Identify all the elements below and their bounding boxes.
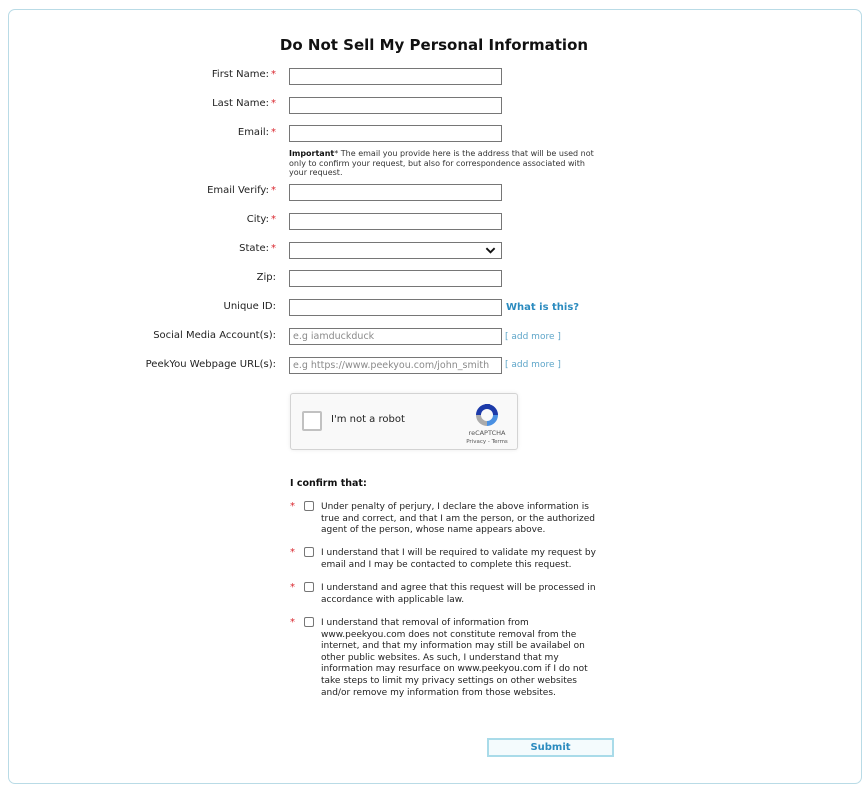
last-name-field[interactable] <box>289 97 502 114</box>
last-name-label: Last Name: * <box>212 98 276 109</box>
city-label: City: * <box>246 214 276 225</box>
email-field[interactable] <box>289 125 502 142</box>
social-label: Social Media Account(s): <box>153 330 276 341</box>
zip-field[interactable] <box>289 270 502 287</box>
confirm-checkbox-3[interactable] <box>304 582 314 592</box>
unique-id-label: Unique ID: <box>223 301 276 312</box>
email-verify-field[interactable] <box>289 184 502 201</box>
recaptcha-widget <box>290 393 518 450</box>
required-marker: * <box>271 243 276 254</box>
first-name-label: First Name: * <box>211 69 276 80</box>
what-is-this-link[interactable]: What is this? <box>506 302 580 313</box>
confirm-checkbox-1[interactable] <box>304 501 314 511</box>
required-marker: * <box>290 547 295 558</box>
recaptcha-brand: reCAPTCHA <box>468 429 506 437</box>
confirm-text-2: I understand that I will be required to validate my request by email and I may be contacted to complete this request. <box>321 548 596 570</box>
email-note-bold: Important <box>289 149 335 158</box>
confirm-checkbox-2[interactable] <box>304 547 314 557</box>
recaptcha-links: Privacy - Terms <box>466 439 508 445</box>
required-marker: * <box>290 582 295 593</box>
required-marker: * <box>271 127 276 138</box>
state-select[interactable] <box>289 242 502 259</box>
recaptcha-icon <box>474 402 500 428</box>
email-label: Email: * <box>237 127 276 138</box>
recaptcha-checkbox[interactable] <box>302 411 322 431</box>
required-marker: * <box>290 501 295 512</box>
required-marker: * <box>271 98 276 109</box>
unique-id-field[interactable] <box>289 299 502 316</box>
social-field[interactable]: e.g iamduckduck <box>289 328 502 345</box>
first-name-field[interactable] <box>289 68 502 85</box>
zip-label: Zip: <box>256 272 276 283</box>
webpage-add-more-link[interactable]: [ add more ] <box>505 360 561 370</box>
confirm-heading: I confirm that: <box>290 478 367 489</box>
webpage-field[interactable]: e.g https://www.peekyou.com/john_smith <box>289 357 502 374</box>
required-marker: * <box>271 214 276 225</box>
confirm-text-3: I understand and agree that this request will be processed in accordance with applicable law. <box>321 583 596 605</box>
social-add-more-link[interactable]: [ add more ] <box>505 332 561 342</box>
required-marker: * <box>271 69 276 80</box>
submit-button[interactable]: Submit <box>487 738 614 757</box>
webpage-label: PeekYou Webpage URL(s): <box>145 359 276 370</box>
recaptcha-label: I'm not a robot <box>331 414 405 425</box>
required-marker: * <box>290 617 295 628</box>
confirm-text-1: Under penalty of perjury, I declare the above information is true and correct, and that I am the person, or the authorized agent of the person, whose name appears above. <box>321 502 595 536</box>
page-title: Do Not Sell My Personal Information <box>279 36 589 54</box>
city-field[interactable] <box>289 213 502 230</box>
chevron-down-icon <box>485 245 496 256</box>
required-marker: * <box>271 185 276 196</box>
state-label: State: * <box>239 243 276 254</box>
email-verify-label: Email Verify: * <box>207 185 276 196</box>
confirm-checkbox-4[interactable] <box>304 617 314 627</box>
email-note <box>289 149 601 178</box>
confirm-text-4: I understand that removal of information from www.peekyou.com does not constitute removal from the internet, and that my information may still be availabel on other public websites. As such, I understand that my information may resurface on www.peekyou.com if I do not take steps to limit my privacy settings on other websites and/or remove my information from those websites. <box>321 618 588 698</box>
email-note-text: * The email you provide here is the address that will be used not only to confirm your request, but also for correspondence associated with your request. <box>289 149 594 178</box>
